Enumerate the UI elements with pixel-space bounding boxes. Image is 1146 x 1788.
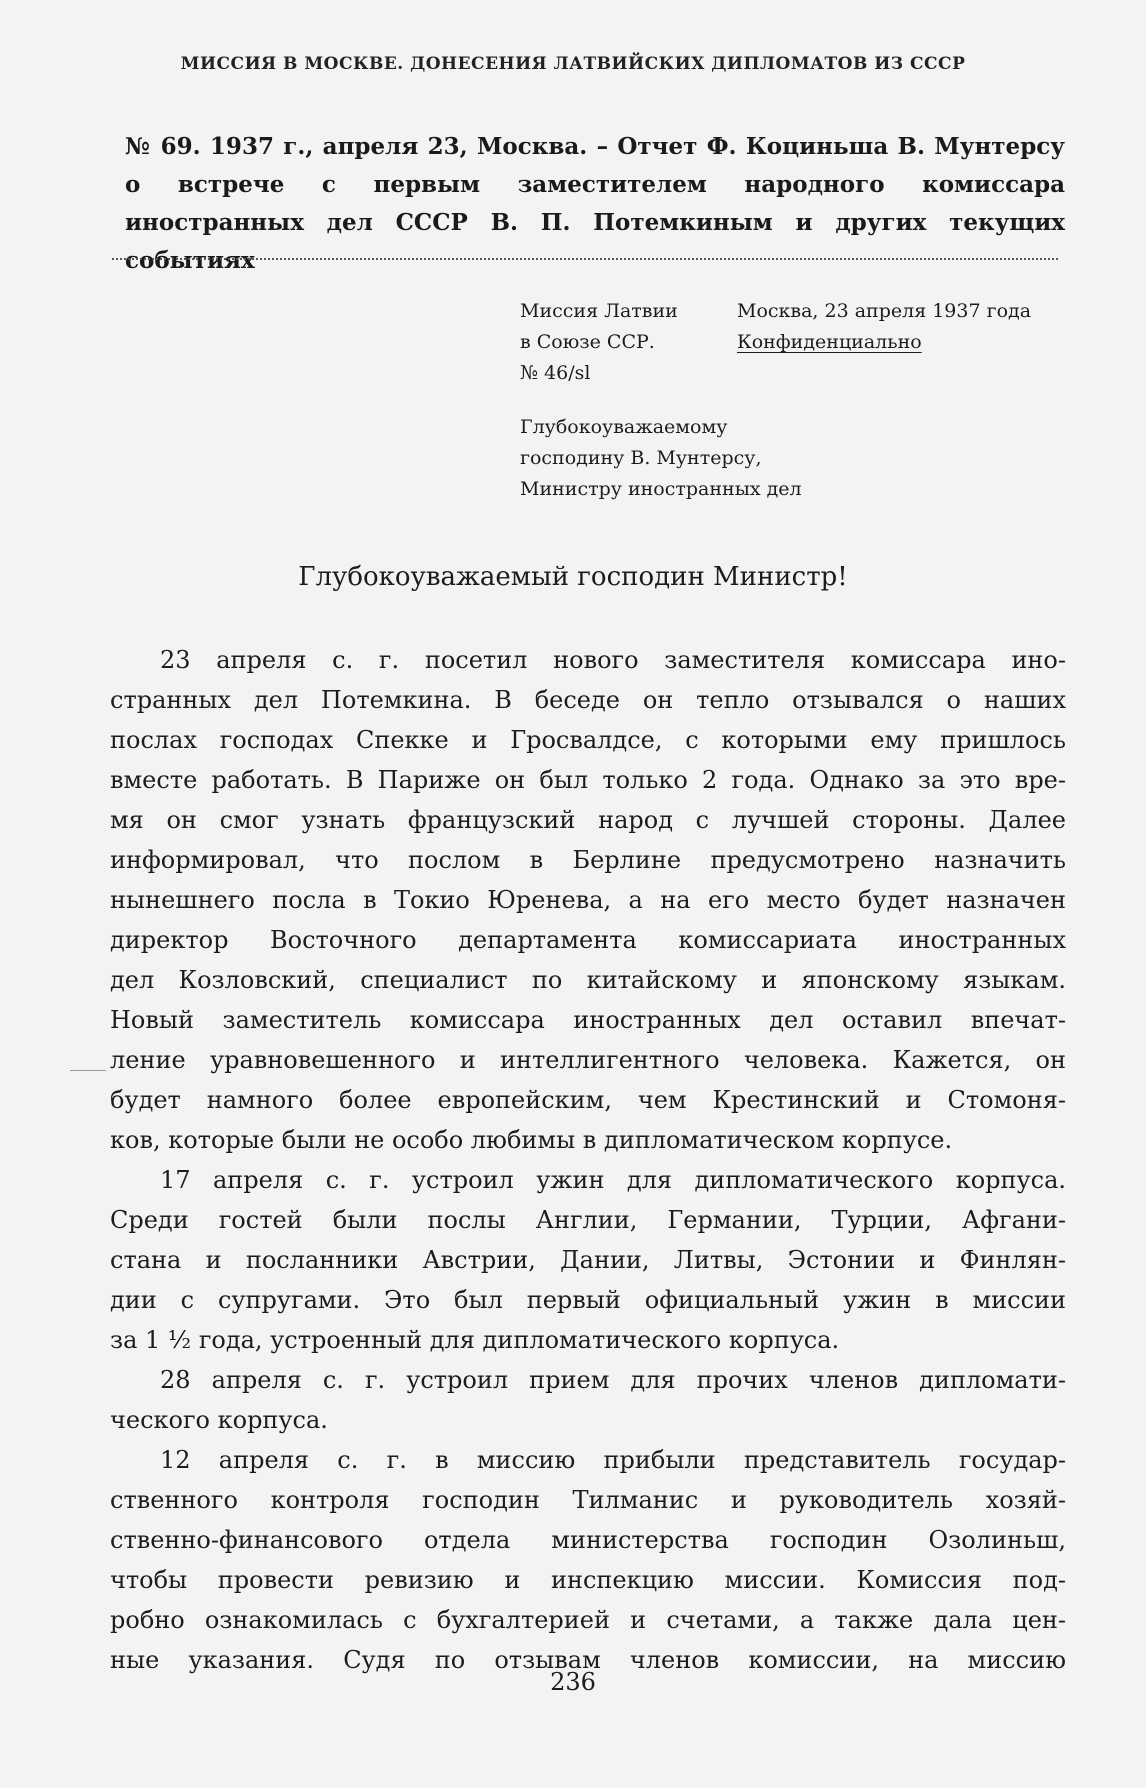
page-number: 236 xyxy=(550,1668,596,1696)
mission-line-2: в Союзе ССР. xyxy=(520,331,655,353)
body-line: Среди гостей были послы Англии, Германии, Турции, Афгани- xyxy=(110,1206,1066,1234)
addressee-line-3: Министру иностранных дел xyxy=(520,478,802,500)
margin-mark xyxy=(70,1070,106,1071)
body-line: ственного контроля господин Тилманис и руководитель хозяй- xyxy=(110,1486,1066,1514)
body-line: ные указания. Судя по отзывам членов комиссии, на миссию xyxy=(110,1646,1066,1674)
body-line: 17 апреля с. г. устроил ужин для дипломатического корпуса. xyxy=(160,1166,1066,1194)
document-number: № 46/sl xyxy=(520,362,591,384)
place-date: Москва, 23 апреля 1937 года xyxy=(737,300,1032,322)
running-head: МИССИЯ В МОСКВЕ. ДОНЕСЕНИЯ ЛАТВИЙСКИХ ДИПЛОМАТОВ ИЗ СССР xyxy=(180,54,966,74)
addressee-line-1: Глубокоуважаемому xyxy=(520,416,728,438)
body-line: 28 апреля с. г. устроил прием для прочих членов дипломати- xyxy=(160,1366,1066,1394)
body-line: вместе работать. В Париже он был только 2 года. Однако за это вре- xyxy=(110,766,1066,794)
addressee-block xyxy=(520,412,802,505)
body-line: 23 апреля с. г. посетил нового заместителя комиссара ино- xyxy=(160,646,1066,674)
body-line: странных дел Потемкина. В беседе он тепло отзывался о наших xyxy=(110,686,1066,714)
body-line: ственно-финансового отдела министерства господин Озолиньш, xyxy=(110,1526,1066,1554)
body-line: за 1 ½ года, устроенный для дипломатического корпуса. xyxy=(110,1326,840,1354)
date-block xyxy=(737,296,1031,358)
addressee-line-2: господину В. Мунтерсу, xyxy=(520,447,762,469)
dotted-divider xyxy=(112,258,1058,260)
body-line: директор Восточного департамента комиссариата иностранных xyxy=(110,926,1066,954)
body-line: мя он смог узнать французский народ с лучшей стороны. Далее xyxy=(110,806,1066,834)
document-title: № 69. 1937 г., апреля 23, Москва. – Отчет Ф. Коциньша В. Мунтерсу о встрече с первым заместителем народного комиссара иностранных дел СССР В. П. Потемкиным и других текущих событиях xyxy=(125,133,1065,274)
salutation: Глубокоуважаемый господин Министр! xyxy=(298,562,848,592)
body-line: робно ознакомилась с бухгалтерией и счетами, а также дала цен- xyxy=(110,1606,1066,1634)
body-line: ков, которые были не особо любимы в дипломатическом корпусе. xyxy=(110,1126,953,1154)
body-text xyxy=(110,640,1066,1680)
classification-mark: Конфиденциально xyxy=(737,331,922,353)
body-line: послах господах Спекке и Гросвалдсе, с которыми ему пришлось xyxy=(110,726,1066,754)
mission-block xyxy=(520,296,678,389)
body-line: дел Козловский, специалист по китайскому и японскому языкам. xyxy=(110,966,1066,994)
body-line: дии с супругами. Это был первый официальный ужин в миссии xyxy=(110,1286,1066,1314)
mission-line-1: Миссия Латвии xyxy=(520,300,678,322)
body-line: информировал, что послом в Берлине предусмотрено назначить xyxy=(110,846,1066,874)
body-line: чтобы провести ревизию и инспекцию миссии. Комиссия под- xyxy=(110,1566,1066,1594)
body-line: стана и посланники Австрии, Дании, Литвы, Эстонии и Финлян- xyxy=(110,1246,1066,1274)
body-line: ческого корпуса. xyxy=(110,1406,328,1434)
body-line: будет намного более европейским, чем Крестинский и Стомоня- xyxy=(110,1086,1066,1114)
body-line: ление уравновешенного и интеллигентного человека. Кажется, он xyxy=(110,1046,1066,1074)
body-line: 12 апреля с. г. в миссию прибыли представитель государ- xyxy=(160,1446,1066,1474)
body-line: Новый заместитель комиссара иностранных дел оставил впечат- xyxy=(110,1006,1066,1034)
body-line: нынешнего посла в Токио Юренева, а на его место будет назначен xyxy=(110,886,1066,914)
